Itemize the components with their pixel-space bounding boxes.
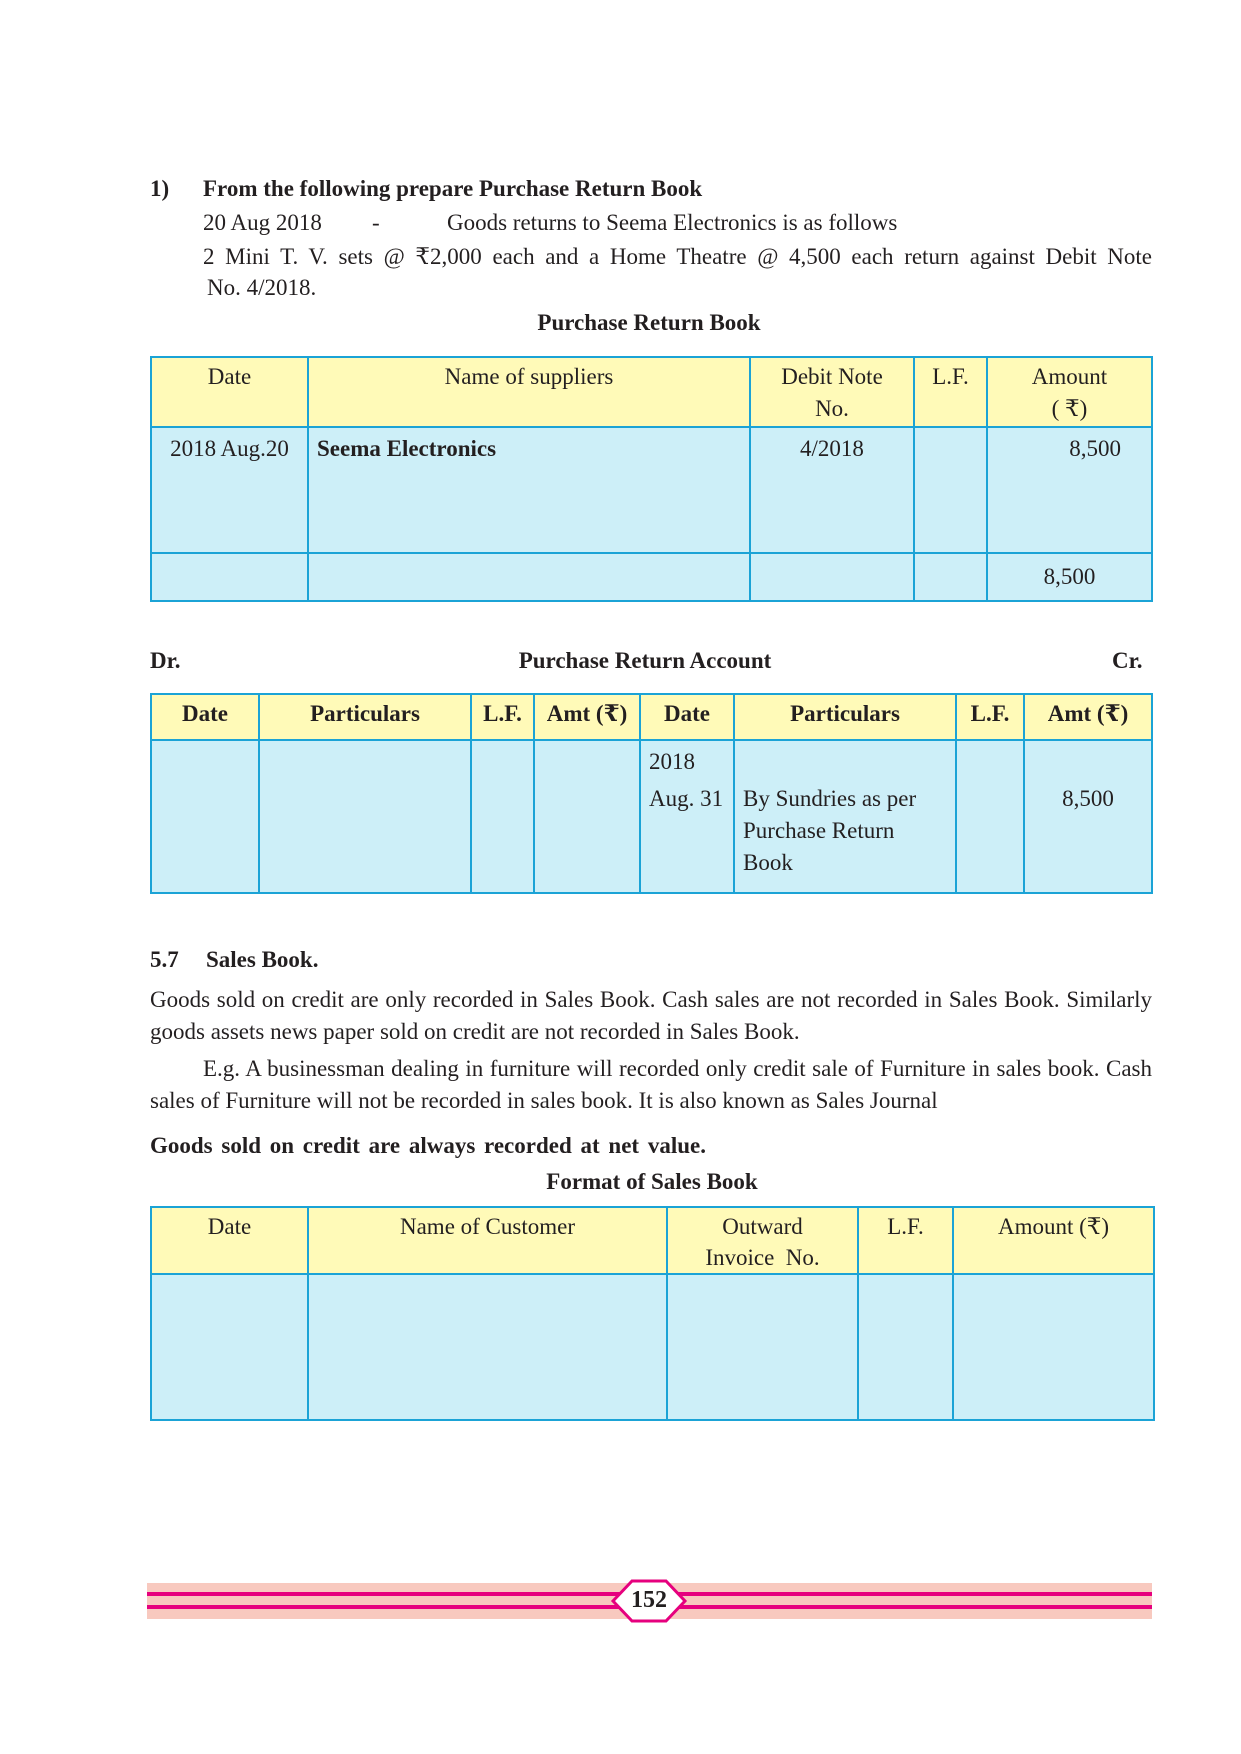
acct-header-particulars-cr: Particulars bbox=[734, 694, 956, 740]
sales-header-invoice-line1: Outward bbox=[722, 1214, 803, 1239]
total-blank-date bbox=[151, 553, 308, 601]
acct-cr-particulars-line3: Book bbox=[743, 850, 793, 875]
acct-header-particulars: Particulars bbox=[259, 694, 471, 740]
table-row bbox=[151, 427, 1152, 553]
acct-header-amt: Amt (₹) bbox=[534, 694, 640, 740]
sales-header-date: Date bbox=[151, 1207, 308, 1274]
sales-cell-lf bbox=[858, 1274, 953, 1420]
table-row bbox=[151, 740, 1152, 893]
question-heading: From the following prepare Purchase Return Book bbox=[203, 176, 703, 201]
acct-dr-amt bbox=[534, 740, 640, 893]
page-number: 152 bbox=[631, 1587, 667, 1613]
sales-header-lf: L.F. bbox=[858, 1207, 953, 1274]
row-amount: 8,500 bbox=[987, 427, 1152, 553]
sales-header-customer: Name of Customer bbox=[308, 1207, 667, 1274]
acct-header-amt-cr: Amt (₹) bbox=[1024, 694, 1152, 740]
dr-label: Dr. bbox=[150, 648, 181, 673]
row-date: 2018 Aug.20 bbox=[151, 427, 308, 553]
sales-cell-invoice bbox=[667, 1274, 858, 1420]
sales-header-invoice bbox=[667, 1207, 858, 1274]
row-supplier: Seema Electronics bbox=[308, 427, 750, 553]
total-blank-supplier bbox=[308, 553, 750, 601]
acct-cr-date bbox=[640, 740, 734, 893]
acct-cr-particulars-line1: By Sundries as per bbox=[743, 786, 917, 811]
question-date: 20 Aug 2018 bbox=[203, 210, 322, 235]
header-supplier: Name of suppliers bbox=[308, 357, 750, 427]
total-blank-debit bbox=[750, 553, 914, 601]
header-date: Date bbox=[151, 357, 308, 427]
header-amount bbox=[987, 357, 1152, 427]
acct-cr-amount: 8,500 bbox=[1062, 786, 1114, 811]
acct-cr-amt bbox=[1024, 740, 1152, 893]
section-number: 5.7 bbox=[150, 947, 179, 972]
acct-cr-particulars bbox=[734, 740, 956, 893]
row-lf bbox=[914, 427, 987, 553]
section-paragraph-2: E.g. A businessman dealing in furniture will recorded only credit sale of Furniture in sales book. Cash sales of Furniture will not be recorded in sales book. It is also known as Sales Journal bbox=[150, 1056, 1152, 1113]
purchase-return-account-table bbox=[150, 693, 1153, 894]
acct-header-lf: L.F. bbox=[471, 694, 534, 740]
section-paragraph-1: Goods sold on credit are only recorded in Sales Book. Cash sales are not recorded in Sales Book. Similarly goods assets news paper sold on credit are not recorded in Sales Book. bbox=[150, 987, 1152, 1044]
acct-header-date: Date bbox=[151, 694, 259, 740]
sales-header-invoice-line2: Invoice No. bbox=[705, 1245, 820, 1270]
total-row bbox=[151, 553, 1152, 601]
acct-dr-lf bbox=[471, 740, 534, 893]
question-detail-line2: No. 4/2018. bbox=[207, 275, 317, 300]
purchase-return-book-table bbox=[150, 356, 1153, 602]
section-title: Sales Book. bbox=[206, 947, 319, 972]
question-number: 1) bbox=[150, 176, 170, 201]
sales-cell-amount bbox=[953, 1274, 1154, 1420]
header-amount-line2: ( ₹) bbox=[1051, 396, 1088, 421]
header-amount-line1: Amount bbox=[1031, 364, 1108, 389]
section-note: Goods sold on credit are always recorded at net value. bbox=[150, 1133, 706, 1158]
sales-book-title: Format of Sales Book bbox=[546, 1169, 758, 1194]
question-detail-line1: 2 Mini T. V. sets @ ₹2,000 each and a Home Theatre @ 4,500 each return against Debit Note bbox=[203, 244, 1152, 269]
header-lf: L.F. bbox=[914, 357, 987, 427]
acct-dr-date bbox=[151, 740, 259, 893]
question-dash: - bbox=[372, 210, 380, 235]
sales-header-amount: Amount (₹) bbox=[953, 1207, 1154, 1274]
acct-cr-day: Aug. 31 bbox=[649, 786, 724, 811]
sales-cell-customer bbox=[308, 1274, 667, 1420]
acct-cr-particulars-line2: Purchase Return bbox=[743, 818, 895, 843]
total-blank-lf bbox=[914, 553, 987, 601]
sales-cell-date bbox=[151, 1274, 308, 1420]
table-row bbox=[151, 1274, 1154, 1420]
header-debit-note-line1: Debit Note bbox=[781, 364, 883, 389]
purchase-return-account-title: Purchase Return Account bbox=[518, 648, 772, 673]
acct-cr-year: 2018 bbox=[649, 749, 695, 774]
acct-header-date-cr: Date bbox=[640, 694, 734, 740]
header-debit-note bbox=[750, 357, 914, 427]
row-debit-note: 4/2018 bbox=[750, 427, 914, 553]
cr-label: Cr. bbox=[1112, 648, 1143, 673]
question-description: Goods returns to Seema Electronics is as follows bbox=[447, 210, 898, 235]
acct-dr-particulars bbox=[259, 740, 471, 893]
acct-cr-lf bbox=[956, 740, 1024, 893]
header-debit-note-line2: No. bbox=[815, 396, 849, 421]
sales-book-table bbox=[150, 1206, 1155, 1421]
acct-header-lf-cr: L.F. bbox=[956, 694, 1024, 740]
total-amount: 8,500 bbox=[987, 553, 1152, 601]
purchase-return-book-title: Purchase Return Book bbox=[537, 310, 761, 335]
